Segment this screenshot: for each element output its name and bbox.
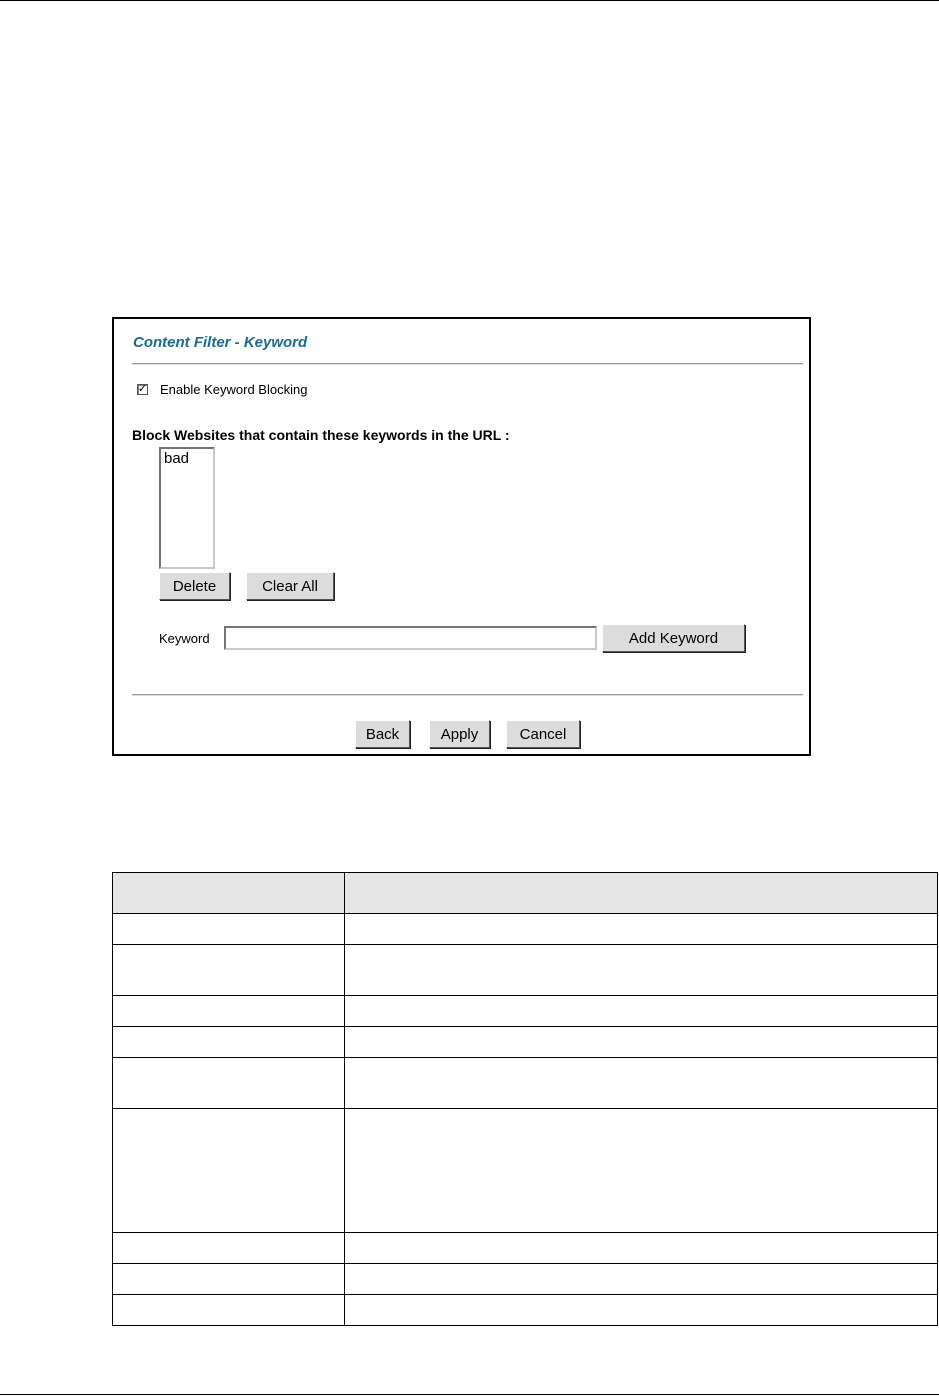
- back-button[interactable]: Back: [355, 720, 410, 748]
- table-cell: [345, 1109, 938, 1233]
- table-cell: [113, 914, 345, 945]
- page-top-rule: [0, 0, 939, 1]
- table-row: [113, 1027, 938, 1058]
- block-websites-heading: Block Websites that contain these keywords in the URL :: [132, 427, 510, 443]
- keyword-label: Keyword: [159, 631, 210, 646]
- table-cell: [113, 945, 345, 996]
- table-cell: [113, 1295, 345, 1326]
- screen-title: Content Filter - Keyword: [133, 334, 308, 351]
- table-cell: [345, 1295, 938, 1326]
- table-row: [113, 1058, 938, 1109]
- table-row: [113, 914, 938, 945]
- clear-all-button[interactable]: Clear All: [246, 572, 334, 600]
- table-cell: [345, 945, 938, 996]
- add-keyword-button[interactable]: Add Keyword: [602, 624, 745, 652]
- list-item[interactable]: bad: [164, 450, 190, 467]
- table-cell: [345, 1058, 938, 1109]
- table-header-description: [345, 873, 938, 914]
- title-divider: [132, 363, 803, 365]
- table-cell: [113, 1109, 345, 1233]
- cancel-button[interactable]: Cancel: [506, 720, 580, 748]
- table-row: [113, 1295, 938, 1326]
- table-cell: [113, 1058, 345, 1109]
- table-cell: [345, 1233, 938, 1264]
- enable-keyword-blocking-label: Enable Keyword Blocking: [160, 382, 308, 397]
- delete-button[interactable]: Delete: [159, 572, 230, 600]
- keywords-listbox[interactable]: [159, 447, 215, 569]
- content-filter-keyword-screen: [112, 317, 811, 756]
- table-cell: [345, 1264, 938, 1295]
- enable-keyword-blocking-checkbox[interactable]: ✓: [137, 383, 148, 395]
- field-description-table: [112, 872, 938, 1326]
- table-row: [113, 1233, 938, 1264]
- table-cell: [345, 996, 938, 1027]
- table-row: [113, 996, 938, 1027]
- table-cell: [113, 1264, 345, 1295]
- apply-button[interactable]: Apply: [429, 720, 490, 748]
- table-cell: [113, 1027, 345, 1058]
- enable-keyword-blocking-row[interactable]: [137, 382, 307, 397]
- footer-divider: [132, 694, 803, 696]
- page-bottom-rule: [0, 1394, 939, 1395]
- table-cell: [345, 914, 938, 945]
- table-cell: [113, 996, 345, 1027]
- table-header-row: [113, 873, 938, 914]
- keyword-input[interactable]: [224, 626, 597, 650]
- table-row: [113, 945, 938, 996]
- table-header-label: [113, 873, 345, 914]
- table-cell: [345, 1027, 938, 1058]
- table-cell: [113, 1233, 345, 1264]
- table-row: [113, 1109, 938, 1233]
- table-row: [113, 1264, 938, 1295]
